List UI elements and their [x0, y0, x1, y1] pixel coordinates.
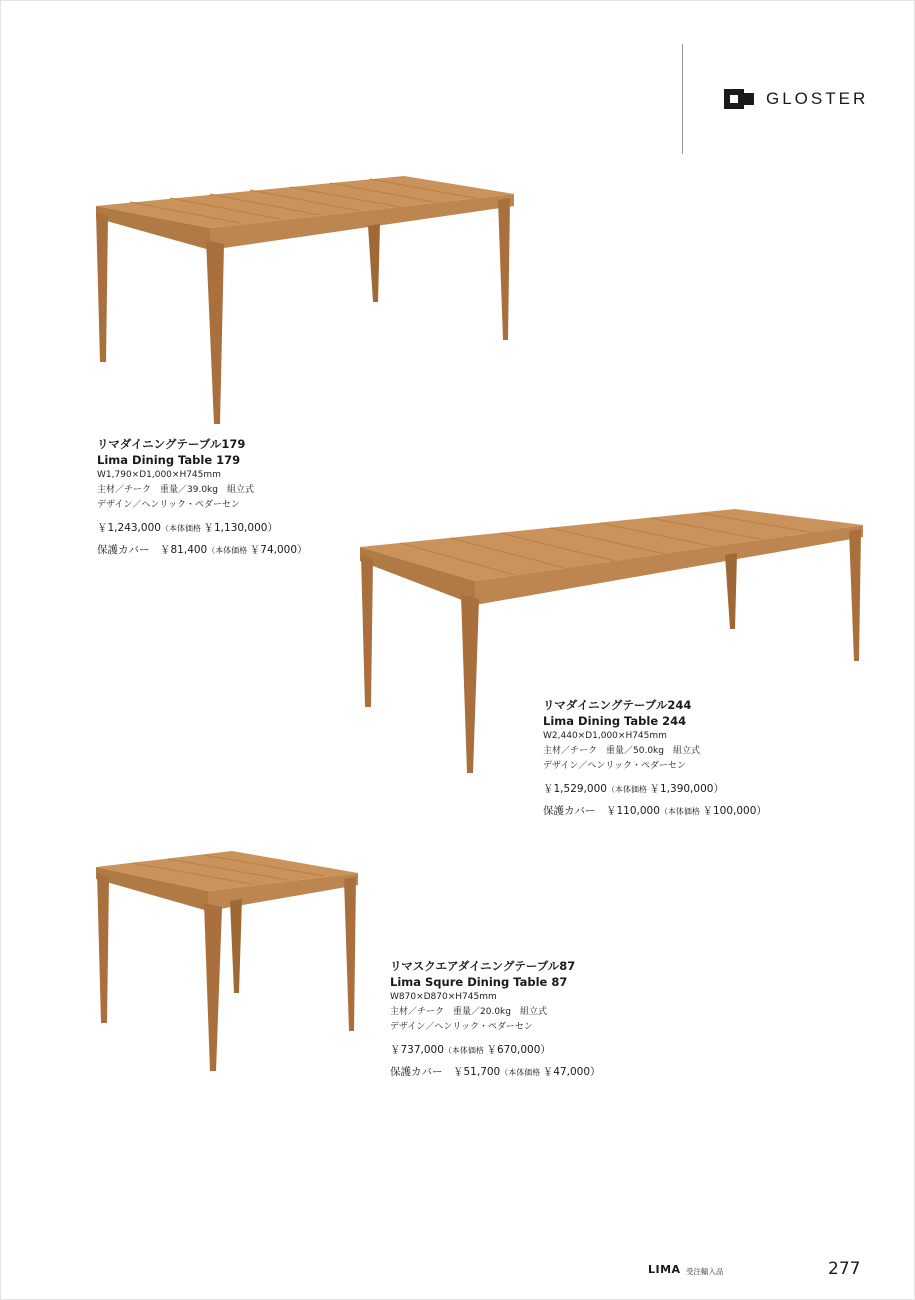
product-name-en: Lima Dining Table 179: [97, 453, 241, 467]
price-base-label: （本体価格: [443, 1046, 487, 1055]
brand-logo: [724, 86, 868, 112]
product-material: 主材／チーク 重量／50.0kg 組立式: [543, 746, 700, 756]
cover-base-value: ￥100,000）: [702, 805, 767, 817]
price-base-label: （本体価格: [606, 785, 650, 794]
product-info-table-179: [97, 436, 308, 558]
price-base-value: ￥670,000）: [486, 1044, 551, 1056]
cover-price: [97, 543, 308, 558]
product-image-table-87: [92, 845, 364, 1077]
price-base-value: ￥1,390,000）: [649, 783, 724, 795]
cover-base-value: ￥47,000）: [542, 1066, 601, 1078]
footer-series: LIMA: [648, 1263, 681, 1276]
product-price: [390, 1043, 601, 1058]
product-design: デザイン／ヘンリック・ペダーセン: [543, 761, 686, 771]
product-dimensions: W2,440×D1,000×H745mm: [543, 731, 667, 741]
price-value: ￥1,529,000: [543, 783, 607, 795]
product-name-en: Lima Dining Table 244: [543, 714, 687, 728]
cover-label: 保護カバー: [390, 1066, 453, 1078]
product-design: デザイン／ヘンリック・ペダーセン: [390, 1022, 533, 1032]
product-price: [543, 782, 767, 797]
cover-price-value: ￥51,700: [453, 1066, 501, 1078]
product-info-table-87: [390, 958, 601, 1080]
gloster-mark-icon: [724, 89, 754, 109]
cover-label: 保護カバー: [97, 544, 160, 556]
product-name-ja: リマダイニングテーブル244: [543, 698, 692, 712]
cover-base-value: ￥74,000）: [249, 544, 308, 556]
cover-price: [543, 804, 767, 819]
product-name-ja: リマダイニングテーブル179: [97, 437, 246, 451]
cover-label: 保護カバー: [543, 805, 606, 817]
cover-price-value: ￥81,400: [160, 544, 208, 556]
price-base-label: （本体価格: [160, 524, 204, 533]
product-dimensions: W1,790×D1,000×H745mm: [97, 470, 221, 480]
product-image-table-179: [90, 170, 520, 430]
price-value: ￥737,000: [390, 1044, 444, 1056]
product-price: [97, 521, 308, 536]
page-number: 277: [828, 1259, 861, 1279]
product-design: デザイン／ヘンリック・ペダーセン: [97, 500, 240, 510]
cover-price-value: ￥110,000: [606, 805, 660, 817]
product-name-ja: リマスクエアダイニングテーブル87: [390, 959, 576, 973]
header-divider: [682, 44, 683, 154]
footer-note: 受注輸入品: [686, 1267, 724, 1276]
brand-name: GLOSTER: [766, 89, 869, 108]
cover-base-label: （本体価格: [207, 546, 250, 555]
product-info-table-244: [543, 697, 767, 819]
product-dimensions: W870×D870×H745mm: [390, 992, 497, 1002]
product-material: 主材／チーク 重量／20.0kg 組立式: [390, 1007, 547, 1017]
product-name-en: Lima Squre Dining Table 87: [390, 975, 568, 989]
product-material: 主材／チーク 重量／39.0kg 組立式: [97, 485, 254, 495]
cover-base-label: （本体価格: [659, 807, 703, 816]
cover-price: [390, 1065, 601, 1080]
cover-base-label: （本体価格: [500, 1068, 543, 1077]
price-value: ￥1,243,000: [97, 522, 161, 534]
price-base-value: ￥1,130,000）: [203, 522, 278, 534]
